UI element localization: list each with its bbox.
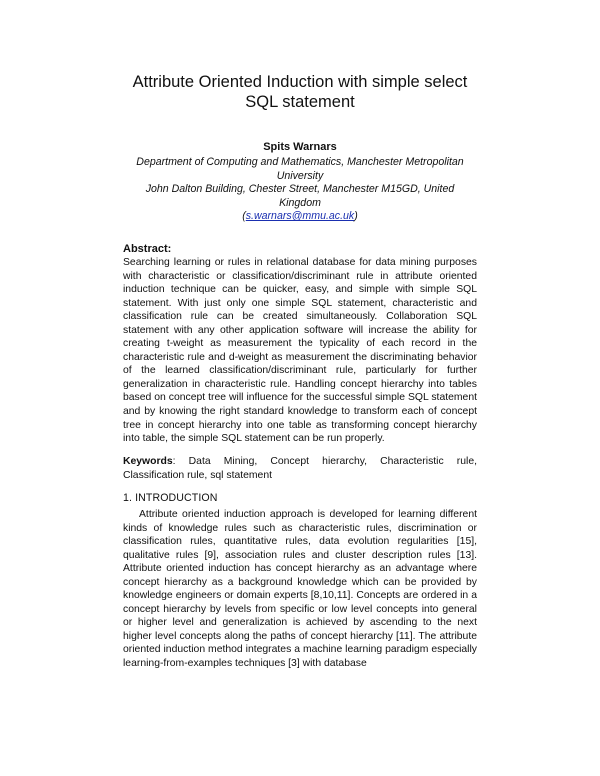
title-line-2: SQL statement (245, 93, 355, 111)
affiliation-line-1: Department of Computing and Mathematics, Manchester Metropolitan (136, 156, 464, 168)
keywords (123, 455, 477, 482)
author-name: Spits Warnars (263, 141, 337, 153)
email-line (120, 210, 480, 224)
affiliation-line-2: University (276, 169, 324, 182)
abstract-text: Searching learning or rules in relational database for data mining purposes with characteristic or classification/discriminant rule in attribute oriented induction technique can be quicker, easy, and simple with simple SQL statement. With just only one simple SQL statement, characteristic and classification rule can be created simultaneously. Collaboration SQL statement with any other application software will increase the ability for creating t-weight as measurement the typicality of each record in the characteristic rule and d-weight as measurement the discriminating behavior of the learned classification/discriminant rule, particularly for further generalization in characteristic rule. Handling concept hierarchy into tables based on concept tree will influence for the successful simple SQL statement and by knowing the right standard knowledge to transform each of concept tree in concept hierarchy into one table as transforming concept hierarchy into table, the simple SQL statement can be run properly. (123, 257, 477, 445)
affiliation-line-4: Kingdom (279, 196, 321, 209)
title-line-1: Attribute Oriented Induction with simple select (132, 73, 468, 91)
email-link[interactable]: s.warnars@mmu.ac.uk (245, 210, 355, 222)
keywords-text: : Data Mining, Concept hierarchy, Characteristic rule, Classification rule, sql statement (123, 456, 477, 481)
section-heading-introduction: 1. INTRODUCTION (123, 492, 218, 504)
keywords-label: Keywords (123, 456, 173, 467)
abstract-heading: Abstract: (123, 243, 172, 255)
email-close-paren: ) (354, 210, 358, 222)
affiliation-line-3: John Dalton Building, Chester Street, Manchester M15GD, United (145, 183, 455, 195)
paper-title (100, 72, 500, 112)
email-open-paren: ( (242, 210, 246, 222)
introduction-text: Attribute oriented induction approach is developed for learning different kinds of knowledge rules such as characteristic rules, discrimination or classification rules, quantitative rules, data evolution regularities [15], qualitative rules [9], association rules and cluster description rules [13]. Attribute oriented induction has concept hierarchy as an advantage where concept hierarchy as a background knowledge which can be provided by knowledge engineers or domain experts [8,10,11]. Concepts are ordered in a concept hierarchy by levels from specific or low level concepts into general or higher level and generalization is achieved by ascending to the next higher level concepts along the paths of concept hierarchy [11]. The attribute oriented induction method integrates a machine learning paradigm especially learning-from-examples techniques [3] with database (123, 509, 477, 670)
affiliation (120, 156, 480, 224)
